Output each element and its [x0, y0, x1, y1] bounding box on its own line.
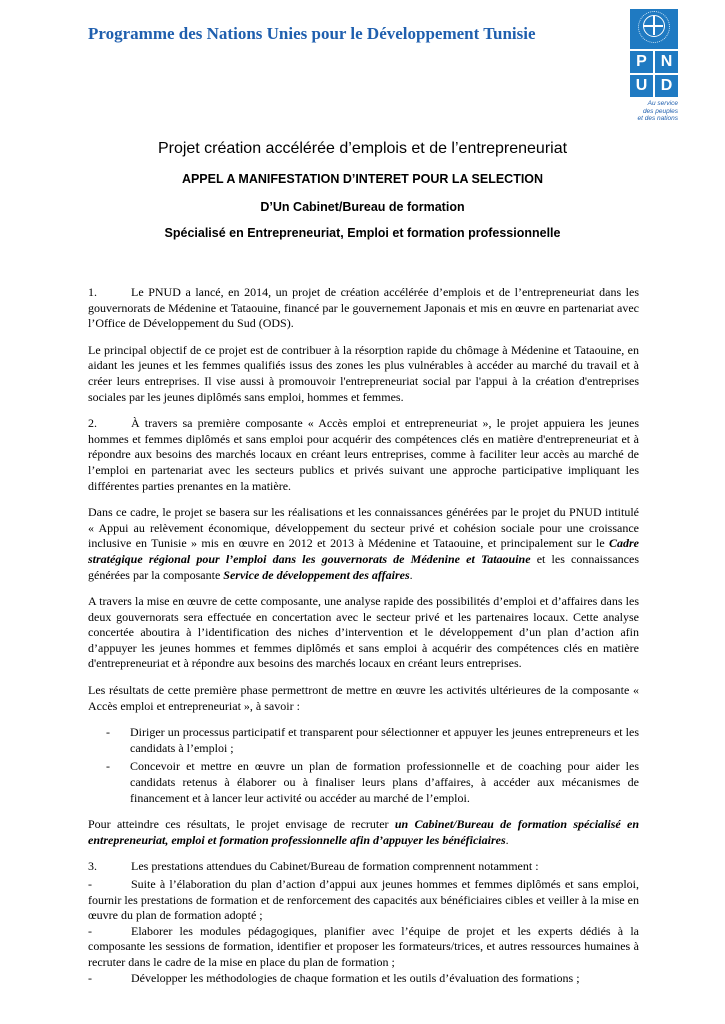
- un-emblem-icon: [630, 9, 678, 49]
- logo-tagline: Au service des peuples et des nations: [637, 100, 678, 122]
- paragraph-4: Dans ce cadre, le projet se basera sur les réalisations et les connaissances générées par le projet du PNUD intitulé « Appui au relèvement économique, développement du secteur privé et cohésion sociale pour une croissance inclusive en Tunisie » mis en œuvre en 2012 et 2013 à Médenine et Tataouine, et principalement sur le Cadre stratégique régional pour l’emploi dans les gouvernorats de Médenine et Tataouine et les connaissances générées par la composante Service de développement des affaires.: [88, 505, 639, 582]
- document-body: [88, 285, 639, 986]
- list-item: - Elaborer les modules pédagogiques, planifier avec l’équipe de projet et les experts dédiés à la composante les sessions de formation, identifier et proposer les formateurs/trices, et autres ressources humaines à recruter dans le cadre de la mise en place du plan de formation ;: [88, 923, 639, 969]
- logo-letter: U: [630, 75, 653, 97]
- list-item: - Développer les méthodologies de chaque formation et les outils d’évaluation des formations ;: [88, 970, 580, 985]
- services-list: [88, 877, 639, 986]
- paragraph-8: 3. Les prestations attendues du Cabinet/Bureau de formation comprennent notamment :: [88, 859, 539, 874]
- header-title: Programme des Nations Unies pour le Développement Tunisie: [88, 24, 536, 43]
- undp-logo: [630, 9, 678, 123]
- paragraph-7: Pour atteindre ces résultats, le projet envisage de recruter un Cabinet/Bureau de formation spécialisé en entrepreneuriat, emploi et formation professionnelle afin d’appuyer les bénéficiaires.: [88, 817, 639, 847]
- logo-letter: D: [655, 75, 678, 97]
- paragraph-6: Les résultats de cette première phase permettront de mettre en œuvre les activités ultérieures de la composante « Accès emploi et entrepreneuriat », à savoir :: [88, 683, 639, 713]
- paragraph-1: 1. Le PNUD a lancé, en 2014, un projet de création accélérée d’emplois et de l’entrepreneuriat dans les gouvernorats de Médenine et Tataouine, financé par le gouvernement Japonais et mis en œuvre en partenariat avec l’Office de Développement du Sud (ODS).: [88, 285, 639, 331]
- document-title: Projet création accélérée d’emplois et de l’entrepreneuriat: [157, 140, 568, 157]
- paragraph-5: A travers la mise en œuvre de cette composante, une analyse rapide des possibilités d’emploi et d’affaires dans les deux gouvernorats sera effectuée en concertation avec le secteur privé et les partenaires locaux. Cette analyse concertée aboutira à l’identification des niches d’intervention et le développement d’un plan d’action afin d’appuyer les jeunes hommes et femmes diplômés et sans emploi à acquérir des compétences clés en matière d'entrepreneuriat et à répondre aux besoins des marchés locaux en créant leurs entreprises.: [88, 594, 639, 671]
- list-item: - Suite à l’élaboration du plan d’action d’appui aux jeunes hommes et femmes diplômés et sans emploi, fournir les prestations de formation et de renforcement des capacités aux bénéficiaires cibles et veiller à la mise en œuvre du plan de formation adopté ;: [88, 877, 639, 923]
- logo-letter: N: [655, 51, 678, 73]
- paragraph-3: 2. À travers sa première composante « Accès emploi et entrepreneuriat », le projet appuiera les jeunes hommes et femmes diplômés et sans emploi pour acquérir des compétences clés en matière d'entrepreneuriat et à répondre aux besoins des marchés locaux en créant leurs entreprises, comme à faciliter leur accès au marché de l’emploi en partenariat avec les secteurs publics et privés suivant une approche participative impliquant les différentes parties prenantes en la matière.: [88, 416, 639, 493]
- cabinet-heading: D’Un Cabinet/Bureau de formation: [260, 200, 465, 214]
- specialty-heading: Spécialisé en Entrepreneuriat, Emploi et formation professionnelle: [164, 226, 561, 240]
- call-heading: APPEL A MANIFESTATION D’INTERET POUR LA SELECTION: [181, 172, 544, 186]
- paragraph-2: Le principal objectif de ce projet est de contribuer à la résorption rapide du chômage à Médenine et Tataouine, en aidant les jeunes et les femmes qualifiés issus des zones les plus vulnérables à accéder au marché du travail et à créer leurs entreprises. Il vise aussi à promouvoir l'entrepreneuriat social par l'appui à la création d'entreprises sociales par les jeunes diplômés sans emploi, hommes et femmes.: [88, 342, 639, 404]
- activity-list: [88, 725, 639, 806]
- logo-letter: P: [630, 51, 653, 73]
- list-item: - Concevoir et mettre en œuvre un plan de formation professionnelle et de coaching pour aider les candidats retenus à élaborer ou à finaliser leurs plans d’affaires, à accéder aux mécanismes de financement et à lancer leur activité ou accéder au marché de l’emploi.: [106, 759, 639, 805]
- list-item: - Diriger un processus participatif et transparent pour sélectionner et appuyer les jeunes entrepreneurs et les candidats à l’emploi ;: [106, 725, 639, 755]
